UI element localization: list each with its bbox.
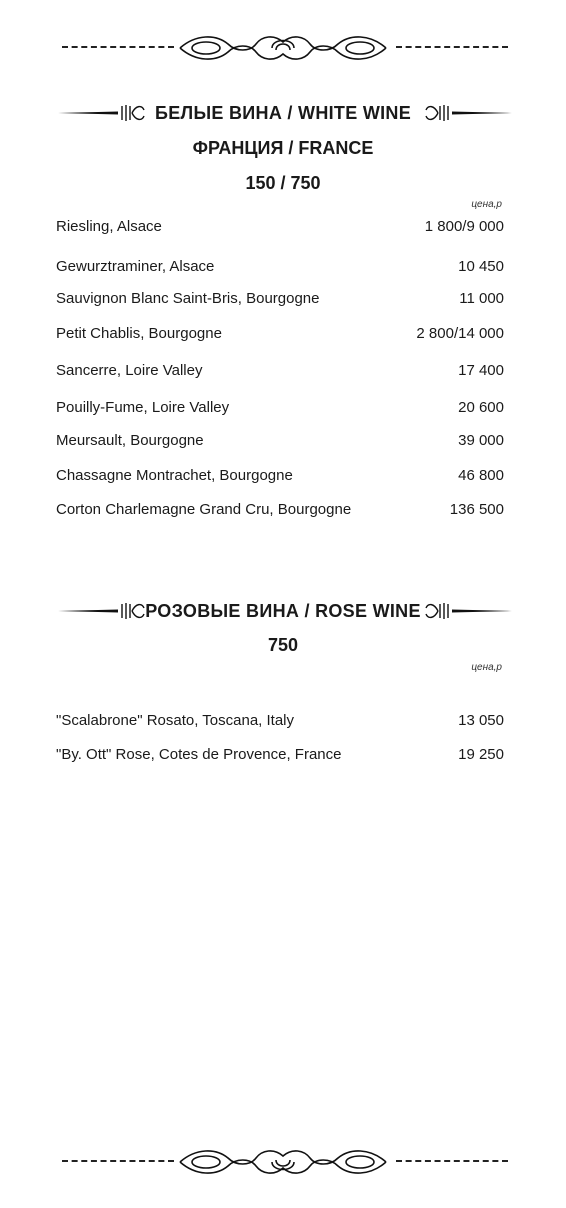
- wine-row: [56, 499, 504, 521]
- wine-row: [56, 430, 504, 452]
- wine-row: [56, 465, 504, 487]
- wine-row: [56, 397, 504, 419]
- wine-price: 17 400: [458, 362, 504, 379]
- price-note: цена,р: [471, 199, 502, 210]
- wine-name: Pouilly-Fume, Loire Valley: [56, 399, 230, 416]
- wine-price: 39 000: [458, 432, 504, 449]
- wine-price: 13 050: [458, 712, 504, 729]
- bottom-ornament: [0, 1142, 566, 1182]
- wine-name: Sancerre, Loire Valley: [56, 362, 203, 379]
- right-divider-icon: [422, 600, 514, 622]
- wine-name: "By. Ott" Rose, Cotes de Provence, France: [56, 746, 342, 763]
- flourish-icon: [176, 28, 390, 68]
- wine-row: [56, 323, 504, 345]
- wine-name: Meursault, Bourgogne: [56, 432, 204, 449]
- wine-name: "Scalabrone" Rosato, Toscana, Italy: [56, 712, 295, 729]
- wine-price: 11 000: [459, 290, 504, 307]
- volume-title: 150 / 750: [245, 173, 321, 193]
- wine-price: 2 800/14 000: [416, 325, 504, 342]
- wine-row: [56, 256, 504, 278]
- wine-name: Sauvignon Blanc Saint-Bris, Bourgogne: [56, 290, 320, 307]
- wine-name: Riesling, Alsace: [56, 218, 162, 235]
- wine-name: Chassagne Montrachet, Bourgogne: [56, 467, 293, 484]
- wine-row: [56, 744, 504, 766]
- rose-wine-header: [0, 596, 566, 626]
- wine-name: Petit Chablis, Bourgogne: [56, 325, 222, 342]
- top-ornament: [0, 28, 566, 68]
- country-title: ФРАНЦИЯ / FRANCE: [192, 138, 374, 158]
- wine-row: [56, 360, 504, 382]
- wine-row: [56, 288, 504, 310]
- section-title: БЕЛЫЕ ВИНА / WHITE WINE: [154, 103, 412, 123]
- price-note: цена,р: [471, 662, 502, 673]
- wine-row: [56, 216, 504, 238]
- wine-price: 19 250: [458, 746, 504, 763]
- wine-row: [56, 710, 504, 732]
- section-title: РОЗОВЫЕ ВИНА / ROSE WINE: [145, 601, 421, 621]
- right-divider-icon: [422, 102, 514, 124]
- wine-price: 20 600: [458, 399, 504, 416]
- wine-name: Gewurztraminer, Alsace: [56, 258, 215, 275]
- volume-title: 750: [267, 635, 299, 655]
- wine-price: 46 800: [458, 467, 504, 484]
- wine-price: 136 500: [449, 501, 504, 518]
- wine-price: 1 800/9 000: [424, 218, 504, 235]
- wine-price: 10 450: [458, 258, 504, 275]
- flourish-icon: [176, 1142, 390, 1182]
- white-wine-header: [0, 98, 566, 128]
- wine-name: Corton Charlemagne Grand Cru, Bourgogne: [56, 501, 352, 518]
